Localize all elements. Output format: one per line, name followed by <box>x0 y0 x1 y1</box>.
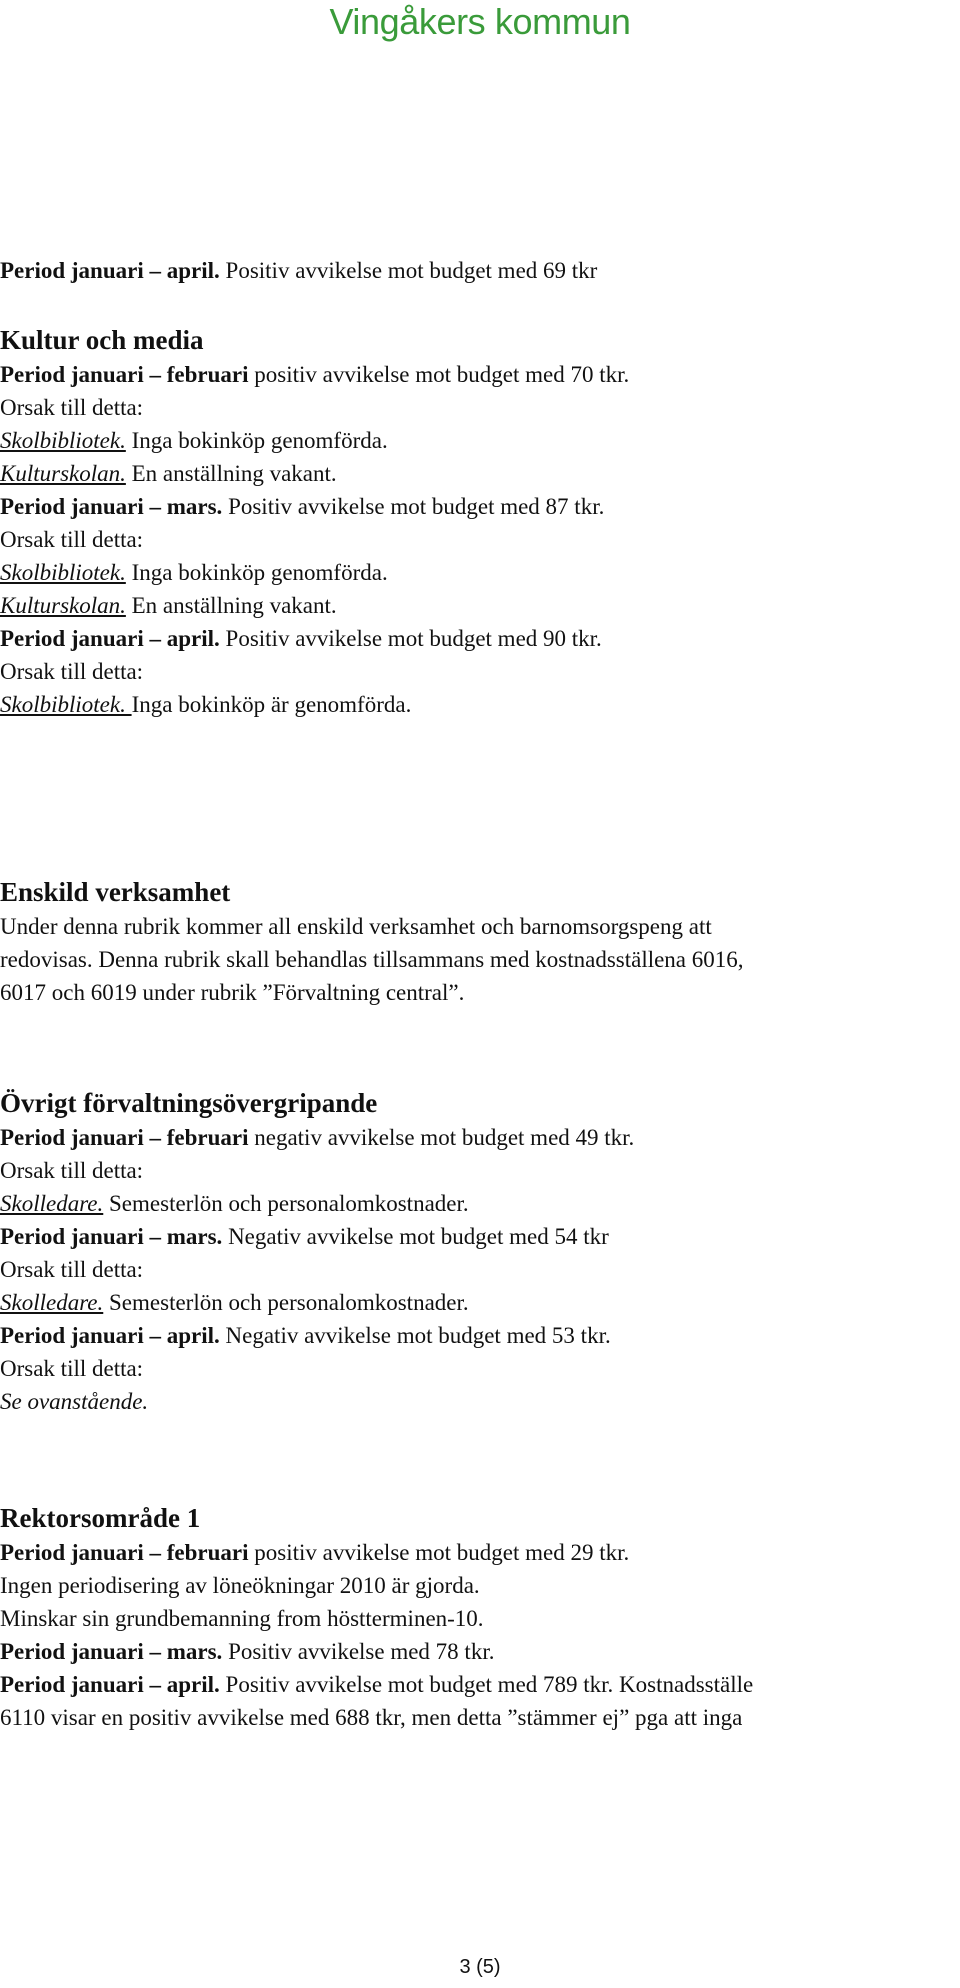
section-heading: Enskild verksamhet <box>0 877 231 907</box>
period-text: Positiv avvikelse mot budget med 789 tkr. Kostnadsställe <box>219 1672 754 1697</box>
period-text: positiv avvikelse mot budget med 29 tkr. <box>248 1540 630 1565</box>
reason-label: Orsak till detta: <box>0 395 144 420</box>
period-text: negativ avvikelse mot budget med 49 tkr. <box>248 1125 635 1150</box>
period-text: Negativ avvikelse mot budget med 54 tkr <box>222 1224 609 1249</box>
period-line <box>0 1536 940 1569</box>
reason-item <box>0 424 940 457</box>
period-label: Period januari – april. <box>0 1672 220 1697</box>
reason-label: Orsak till detta: <box>0 1158 144 1183</box>
section-kultur-och-media <box>0 322 940 721</box>
intro-section <box>0 254 940 287</box>
section-heading: Kultur och media <box>0 325 204 355</box>
section-enskild-verksamhet <box>0 874 940 1009</box>
period-text: Positiv avvikelse mot budget med 69 tkr <box>219 258 598 283</box>
period-text: Positiv avvikelse med 78 tkr. <box>222 1639 495 1664</box>
period-text: positiv avvikelse mot budget med 70 tkr. <box>248 362 630 387</box>
reason-label: Orsak till detta: <box>0 527 144 552</box>
reason-item <box>0 457 940 490</box>
reason-label: Orsak till detta: <box>0 1356 144 1381</box>
paragraph-line: Minskar sin grundbemanning from höstterminen-10. <box>0 1606 484 1631</box>
period-line <box>0 1220 940 1253</box>
reason-item <box>0 556 940 589</box>
section-rektorsomrade-1 <box>0 1500 940 1734</box>
unit-name: Skolbibliotek. <box>0 560 126 585</box>
reason-item: Se ovanstående. <box>0 1389 149 1414</box>
unit-name: Skolbibliotek. <box>0 692 132 717</box>
reason-text: Semesterlön och personalomkostnader. <box>103 1191 469 1216</box>
reason-label: Orsak till detta: <box>0 659 144 684</box>
period-text: Positiv avvikelse mot budget med 90 tkr. <box>219 626 602 651</box>
section-heading: Rektorsområde 1 <box>0 1503 201 1533</box>
reason-text: Inga bokinköp genomförda. <box>125 560 388 585</box>
period-text: Negativ avvikelse mot budget med 53 tkr. <box>219 1323 611 1348</box>
period-line <box>0 1121 940 1154</box>
period-line <box>0 1319 940 1352</box>
period-label: Period januari – mars. <box>0 494 223 519</box>
period-line <box>0 1635 940 1668</box>
paragraph-line: Under denna rubrik kommer all enskild verksamhet och barnomsorgspeng att <box>0 914 712 939</box>
unit-name: Skolledare. <box>0 1290 104 1315</box>
unit-name: Skolbibliotek. <box>0 428 126 453</box>
period-label: Period januari – april. <box>0 1323 220 1348</box>
period-label: Period januari – april. <box>0 258 220 283</box>
unit-name: Skolledare. <box>0 1191 104 1216</box>
period-label: Period januari – februari <box>0 362 249 387</box>
section-heading: Övrigt förvaltningsövergripande <box>0 1088 378 1118</box>
period-label: Period januari – mars. <box>0 1639 223 1664</box>
reason-label: Orsak till detta: <box>0 1257 144 1282</box>
reason-text: Inga bokinköp genomförda. <box>125 428 388 453</box>
period-line <box>0 490 940 523</box>
reason-text: Semesterlön och personalomkostnader. <box>103 1290 469 1315</box>
paragraph-line: Ingen periodisering av löneökningar 2010 är gjorda. <box>0 1573 480 1598</box>
paragraph-line: redovisas. Denna rubrik skall behandlas tillsammans med kostnadsställena 6016, <box>0 947 744 972</box>
paragraph-line: 6017 och 6019 under rubrik ”Förvaltning central”. <box>0 980 465 1005</box>
intro-period-line <box>0 254 940 287</box>
organization-name: Vingåkers kommun <box>329 1 631 42</box>
reason-item <box>0 1286 940 1319</box>
period-text: Positiv avvikelse mot budget med 87 tkr. <box>222 494 605 519</box>
reason-item <box>0 1187 940 1220</box>
page-number: 3 (5) <box>459 1956 501 1978</box>
period-label: Period januari – februari <box>0 1125 249 1150</box>
section-ovrigt <box>0 1085 940 1418</box>
page-header <box>0 0 960 50</box>
period-label: Period januari – mars. <box>0 1224 223 1249</box>
unit-name: Kulturskolan. <box>0 593 126 618</box>
period-line <box>0 622 940 655</box>
reason-text: Inga bokinköp är genomförda. <box>131 692 412 717</box>
reason-item <box>0 688 940 721</box>
reason-text: En anställning vakant. <box>125 593 337 618</box>
period-line <box>0 358 940 391</box>
period-label: Period januari – februari <box>0 1540 249 1565</box>
period-label: Period januari – april. <box>0 626 220 651</box>
unit-name: Kulturskolan. <box>0 461 126 486</box>
period-line <box>0 1668 940 1701</box>
reason-item <box>0 589 940 622</box>
paragraph-line: 6110 visar en positiv avvikelse med 688 tkr, men detta ”stämmer ej” pga att inga <box>0 1705 743 1730</box>
reason-text: En anställning vakant. <box>125 461 337 486</box>
